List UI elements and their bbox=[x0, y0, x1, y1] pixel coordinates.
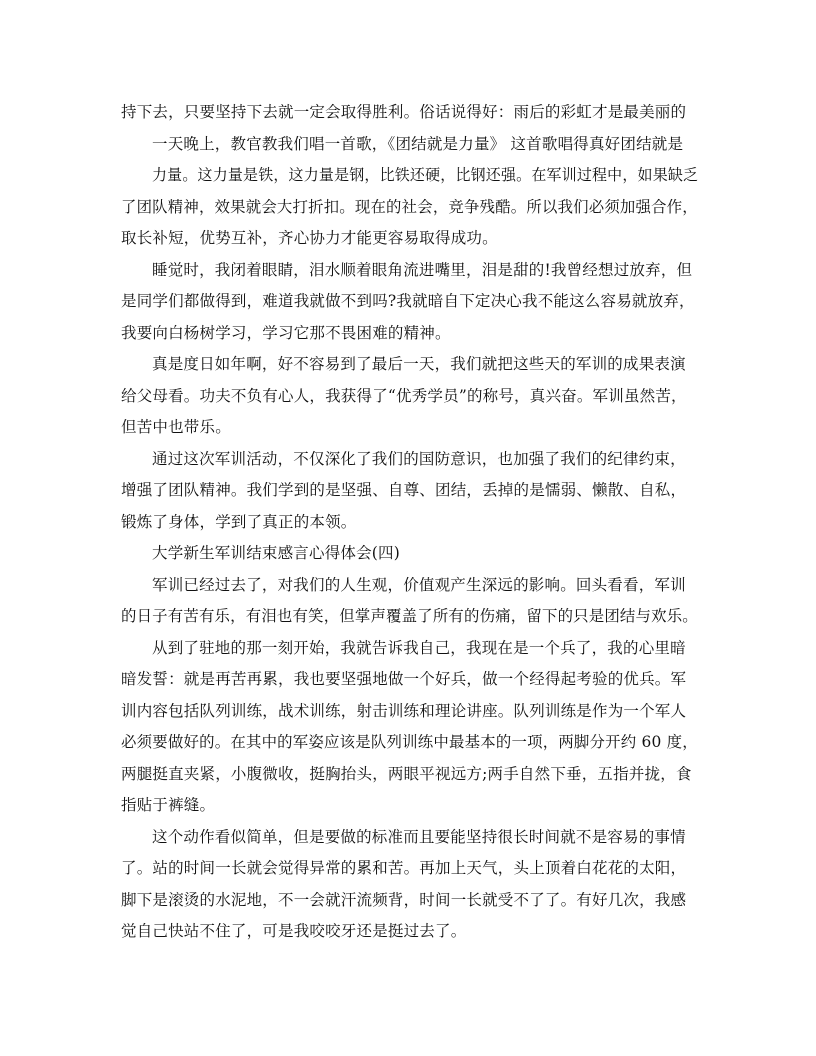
text-line: 这个动作看似简单，但是要做的标准而且要能坚持很长时间就不是容易的事情 bbox=[152, 828, 686, 846]
text-line: 我要向白杨树学习，学习它那不畏困难的精神。 bbox=[121, 324, 451, 342]
text-line: 通过这次军训活动，不仅深化了我们的国防意识，也加强了我们的纪律约束， bbox=[152, 450, 686, 468]
text-line: 觉自己快站不住了，可是我咬咬牙还是挺过去了。 bbox=[121, 922, 467, 940]
text-line: 暗发誓：就是再苦再累，我也要坚强地做一个好兵，做一个经得起考验的优兵。军 bbox=[121, 670, 687, 688]
text-line: 睡觉时，我闭着眼睛，泪水顺着眼角流进嘴里，泪是甜的!我曾经想过放弃，但 bbox=[152, 261, 693, 279]
text-line: 锻炼了身体，学到了真正的本领。 bbox=[121, 513, 357, 531]
text-line: 了。站的时间一长就会觉得异常的累和苦。再加上天气，头上顶着白花花的太阳， bbox=[121, 859, 687, 877]
text-line: 必须要做好的。在其中的军姿应该是队列训练中最基本的一项，两脚分开约 60 度， bbox=[121, 733, 698, 751]
text-line: 取长补短，优势互补，齐心协力才能更容易取得成功。 bbox=[121, 229, 498, 247]
text-line: 训内容包括队列训练，战术训练，射击训练和理论讲座。队列训练是作为一个军人 bbox=[121, 702, 687, 720]
text-line: 力量。这力量是铁，这力量是钢，比铁还硬，比钢还强。在军训过程中，如果缺乏 bbox=[152, 166, 699, 184]
text-line: 是同学们都做得到，难道我就做不到吗?我就暗自下定决心我不能这么容易就放弃， bbox=[121, 292, 695, 310]
text-line: 脚下是滚烫的水泥地，不一会就汗流频背，时间一长就受不了了。有好几次，我感 bbox=[121, 891, 687, 909]
text-line: 一天晚上，教官教我们唱一首歌，《团结就是力量》 这首歌唱得真好团结就是 bbox=[152, 135, 684, 153]
text-line: 持下去，只要坚持下去就一定会取得胜利。俗话说得好：雨后的彩虹才是最美丽的 bbox=[121, 103, 687, 121]
text-line: 真是度日如年啊，好不容易到了最后一天，我们就把这些天的军训的成果表演 bbox=[152, 355, 686, 373]
text-line: 的日子有苦有乐，有泪也有笑，但掌声覆盖了所有的伤痛，留下的只是团结与欢乐。 bbox=[121, 607, 698, 625]
text-line: 给父母看。功夫不负有心人，我获得了“优秀学员”的称号，真兴奋。军训虽然苦， bbox=[121, 387, 687, 405]
text-line: 了团队精神，效果就会大打折扣。现在的社会，竞争残酷。所以我们必须加强合作， bbox=[121, 198, 698, 216]
text-line: 两腿挺直夹紧，小腹微收，挺胸抬头，两眼平视远方;两手自然下垂，五指并拢，食 bbox=[121, 765, 692, 783]
text-line: 军训已经过去了，对我们的人生观，价值观产生深远的影响。回头看看，军训 bbox=[152, 576, 686, 594]
text-line: 但苦中也带乐。 bbox=[121, 418, 231, 436]
section-heading: 大学新生军训结束感言心得体会(四) bbox=[152, 544, 400, 562]
text-line: 增强了团队精神。我们学到的是坚强、自尊、团结，丢掉的是懦弱、懒散、自私， bbox=[121, 481, 687, 499]
text-line: 指贴于裤缝。 bbox=[121, 796, 216, 814]
text-line: 从到了驻地的那一刻开始，我就告诉我自己，我现在是一个兵了，我的心里暗 bbox=[152, 639, 686, 657]
